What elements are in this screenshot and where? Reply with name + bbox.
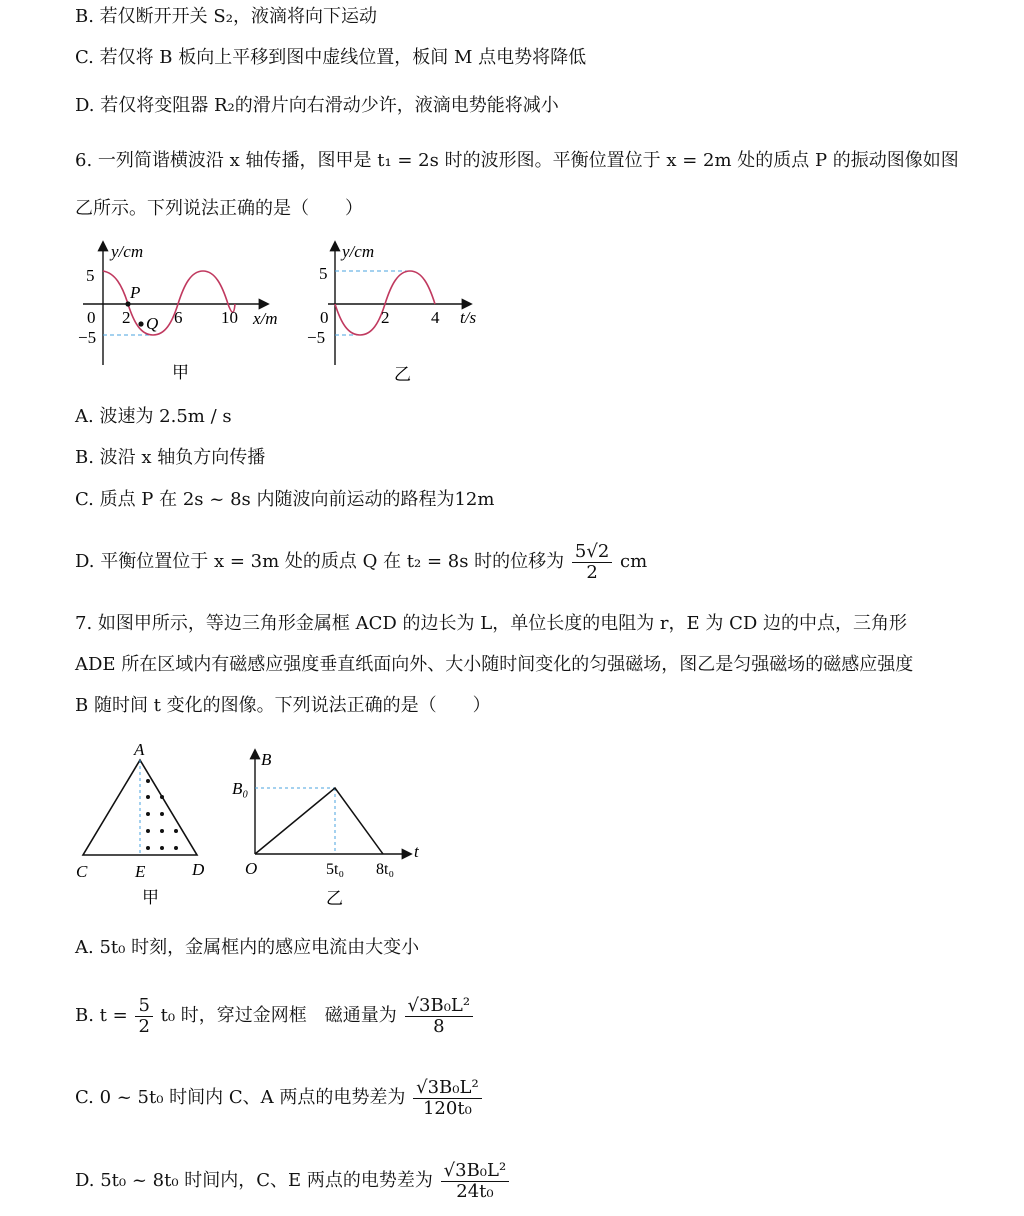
tick-10: 10 bbox=[221, 308, 238, 327]
label-c: C bbox=[76, 862, 88, 881]
tick-2: 2 bbox=[122, 308, 131, 327]
xlabel: x/m bbox=[253, 309, 278, 328]
q7-option-d: D. 5t₀ ~ 8t₀ 时间内，C、E 两点的电势差为 $\frac{\text{√3B₀L²}}{\text{24t₀}}$ bbox=[75, 1155, 511, 1207]
caption: 乙 bbox=[394, 365, 411, 384]
tick-5: 5 bbox=[86, 266, 95, 285]
caption: 甲 bbox=[172, 363, 189, 382]
tick-6: 6 bbox=[174, 308, 183, 327]
q6-figure-wave bbox=[75, 235, 295, 395]
caption: 乙 bbox=[326, 889, 343, 908]
xlabel: t/s bbox=[460, 308, 477, 327]
ylabel: y/cm bbox=[111, 242, 144, 261]
q6-stem-line2: 乙所示。下列说法正确的是（ ） bbox=[75, 198, 363, 219]
q7-option-a: A. 5t₀ 时刻，金属框内的感应电流由大变小 bbox=[75, 937, 420, 958]
q7-option-c-fraction: $\frac{\text{√3B₀L²}}{\text{120t₀}}$ bbox=[413, 1078, 482, 1119]
q5-option-d: D. 若仅将变阻器 R₂的滑片向右滑动少许，液滴电势能将减小 bbox=[75, 95, 559, 116]
q7-option-b: B. t = $\frac{5}{2}$ t₀ 时，穿过金网框 磁通量为 $\frac{\text{√3B₀L²}}{8}$ bbox=[75, 990, 475, 1042]
tick-5: 5 bbox=[319, 264, 328, 283]
label-a: A bbox=[134, 740, 145, 759]
tick-m5: −5 bbox=[78, 328, 97, 347]
label-b0: B₀ bbox=[232, 779, 249, 798]
q7-option-b-flux-fraction: $\frac{\text{√3B₀L²}}{8}$ bbox=[405, 996, 474, 1037]
q6-option-a: A. 波速为 2.5m / s bbox=[75, 406, 232, 427]
q7-stem-line2: ADE 所在区域内有磁感应强度垂直纸面向外、大小随时间变化的匀强磁场，图乙是匀强磁场的磁感应强度 bbox=[75, 654, 914, 675]
q5-option-b: B. 若仅断开开关 S₂，液滴将向下运动 bbox=[75, 6, 377, 27]
q6-option-d-text: D. 平衡位置位于 x = 3m 处的质点 Q 在 t₂ = 8s 时的位移为 bbox=[75, 551, 565, 572]
label-8t0: 8t₀ bbox=[376, 861, 395, 878]
b-curve bbox=[255, 788, 383, 854]
q5-option-c: C. 若仅将 B 板向上平移到图中虚线位置，板间 M 点电势将降低 bbox=[75, 47, 587, 68]
q6-option-c: C. 质点 P 在 2s ~ 8s 内随波向前运动的路程为12m bbox=[75, 489, 495, 510]
q7-option-c: C. 0 ~ 5t₀ 时间内 C、A 两点的电势差为 $\frac{\text{√3B₀L²}}{\text{120t₀}}$ bbox=[75, 1072, 484, 1124]
q7-figure-bt-graph bbox=[225, 745, 435, 915]
tick-0: 0 bbox=[320, 308, 329, 327]
tick-m5: −5 bbox=[307, 328, 326, 347]
q6-stem-line1: 6. 一列简谐横波沿 x 轴传播，图甲是 t₁ = 2s 时的波形图。平衡位置位于 x = 2m 处的质点 P 的振动图像如图 bbox=[75, 150, 959, 171]
tick-0: 0 bbox=[87, 308, 96, 327]
q6-option-b: B. 波沿 x 轴负方向传播 bbox=[75, 447, 266, 468]
q6-figure-vibration bbox=[300, 235, 500, 395]
tick-4: 4 bbox=[431, 308, 440, 327]
caption: 甲 bbox=[142, 888, 159, 907]
q6-option-d: D. 平衡位置位于 x = 3m 处的质点 Q 在 t₂ = 8s 时的位移为 $\frac{5√2}{2}$ cm bbox=[75, 540, 648, 583]
point-p bbox=[125, 301, 130, 306]
q7-stem-line3: B 随时间 t 变化的图像。下列说法正确的是（ ） bbox=[75, 695, 491, 716]
ylabel: y/cm bbox=[342, 242, 375, 261]
q7-option-b-time-fraction: $\frac{5}{2}$ bbox=[135, 996, 152, 1037]
point-q bbox=[138, 321, 143, 326]
q7-figure-triangle bbox=[70, 735, 220, 915]
q6-option-d-fraction: $\frac{5√2}{2}$ bbox=[572, 542, 612, 583]
label-b: B bbox=[261, 750, 272, 769]
label-e: E bbox=[135, 862, 146, 881]
q7-stem-line1: 7. 如图甲所示，等边三角形金属框 ACD 的边长为 L，单位长度的电阻为 r，E 为 CD 边的中点，三角形 bbox=[75, 613, 908, 634]
label-p: P bbox=[130, 283, 141, 302]
label-t: t bbox=[414, 842, 419, 861]
q7-option-d-fraction: $\frac{\text{√3B₀L²}}{\text{24t₀}}$ bbox=[441, 1161, 510, 1202]
label-5t0: 5t₀ bbox=[326, 861, 345, 878]
tick-2: 2 bbox=[381, 308, 390, 327]
label-o: O bbox=[245, 859, 258, 878]
label-q: Q bbox=[146, 314, 159, 333]
label-d: D bbox=[192, 860, 205, 879]
